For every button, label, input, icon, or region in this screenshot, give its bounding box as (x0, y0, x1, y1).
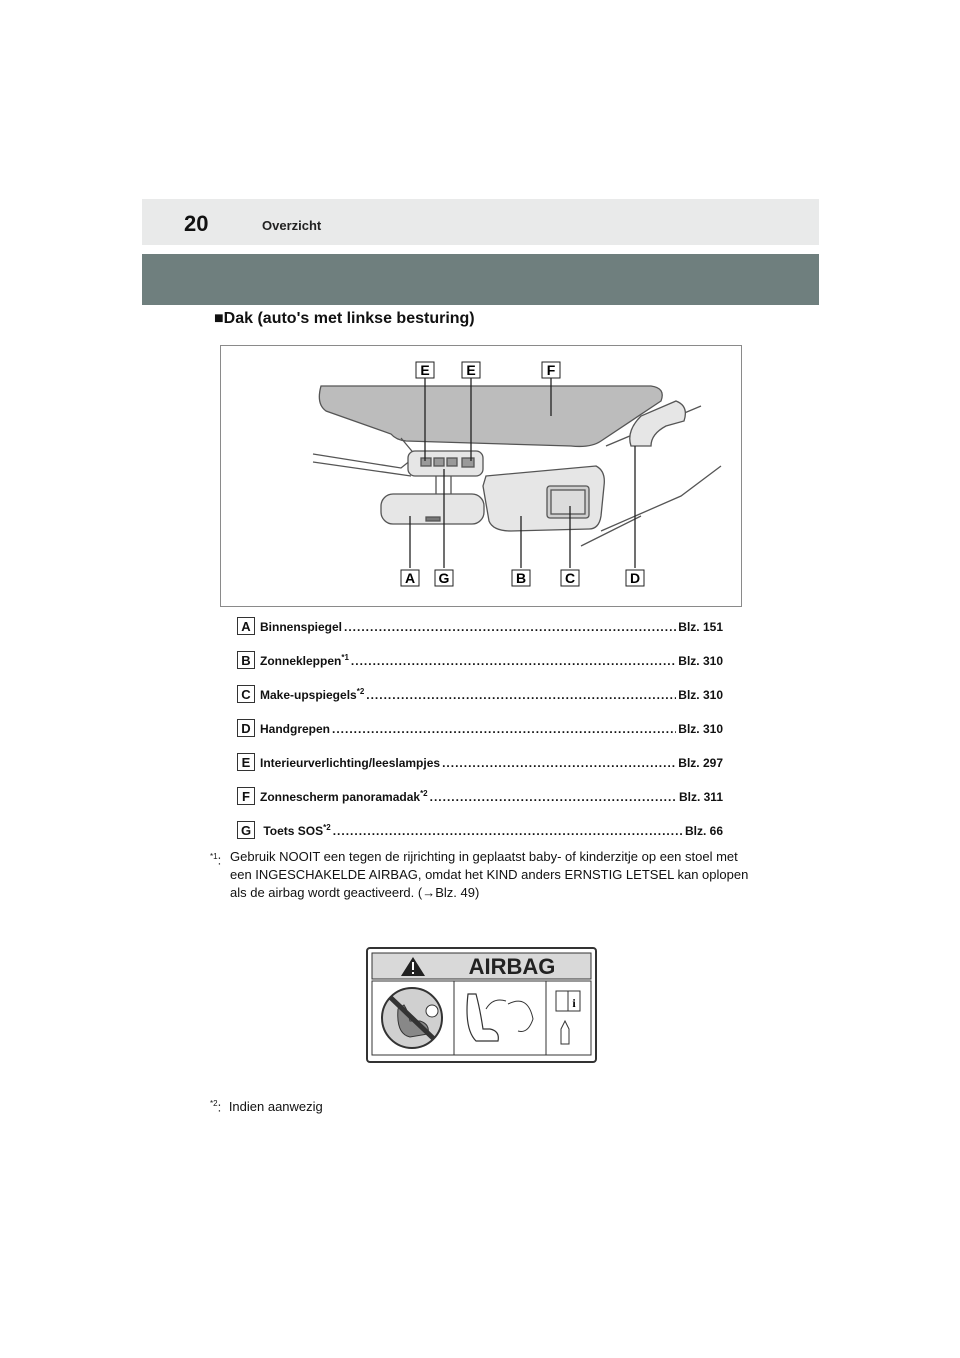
item-name: Binnenspiegel (260, 620, 343, 634)
item-name: Zonnekleppen$^{*1}$ (260, 653, 349, 668)
item-page-ref[interactable]: Blz. 297 (678, 756, 723, 770)
item-page-ref[interactable]: Blz. 310 (678, 722, 723, 736)
item-name: Handgrepen (260, 722, 331, 736)
list-item (237, 649, 723, 683)
item-letter: E (237, 753, 255, 771)
item-letter: C (237, 685, 255, 703)
page-number: 20 (184, 211, 209, 236)
roof-illustration (220, 345, 742, 607)
list-item (237, 717, 723, 751)
roof-drawing (221, 346, 741, 606)
callout-e1: E (420, 362, 430, 378)
footnote-mark: *2 (210, 1099, 218, 1108)
callout-b: B (515, 570, 527, 586)
item-letter: F (237, 787, 255, 805)
item-name: Interieurverlichting/leeslampjes (260, 756, 441, 770)
item-letter: B (237, 651, 255, 669)
footnote-2: $^{*2}$: Indien aanwezig (210, 1099, 323, 1115)
list-item (237, 751, 723, 785)
page-header (142, 199, 819, 245)
item-page-ref[interactable]: Blz. 311 (678, 790, 723, 804)
item-name: Zonnescherm panoramadak$^{*2}$ (260, 789, 428, 804)
callout-a: A (404, 570, 416, 586)
item-name: Toets SOS$^{*2}$ (260, 823, 331, 838)
list-item (237, 615, 723, 649)
airbag-warning-graphic (368, 949, 595, 1061)
footnote-text: Indien aanwezig (228, 1099, 323, 1115)
callout-c: C (564, 570, 576, 586)
list-item (237, 785, 723, 819)
callout-g: G (438, 570, 450, 586)
airbag-title: AIRBAG (468, 954, 556, 979)
item-page-ref[interactable]: Blz. 310 (678, 654, 723, 668)
section-title: Overzicht (262, 218, 322, 233)
item-name: Make-upspiegels$^{*2}$ (260, 687, 365, 702)
footnote-text: Gebruik NOOIT een tegen de rijrichting in geplaatst baby- of kinderzitje op een stoel met een INGESCHAKELDE AIRBAG, omdat het KIND anders ERNSTIG LETSEL kan oplopen als de airbag wordt geactiveerd. (→Blz. 49) (230, 849, 749, 900)
item-letter: D (237, 719, 255, 737)
item-page-ref[interactable]: Blz. 151 (678, 620, 723, 634)
footnote-1: $^{*1}$: Gebruik NOOIT een tegen de rijrichting in geplaatst baby- of kinderzitje op een stoel met een INGESCHAKELDE AIRBAG, omdat het KIND anders ERNSTIG LETSEL kan oplopen als de airbag wordt geactiveerd. (→Blz. 49) (210, 849, 749, 900)
svg-text:i: i (572, 996, 576, 1010)
item-letter: G (237, 821, 255, 839)
list-item (237, 683, 723, 717)
callout-d: D (629, 570, 641, 586)
header-band (142, 254, 819, 305)
component-list (237, 615, 723, 853)
item-page-ref[interactable]: Blz. 310 (678, 688, 723, 702)
section-heading: ■Dak (auto's met linkse besturing) (214, 310, 475, 327)
callout-e2: E (466, 362, 476, 378)
callout-f: F (546, 362, 556, 378)
item-page-ref[interactable]: Blz. 66 (684, 824, 723, 838)
airbag-warning-label (366, 947, 597, 1063)
footnote-mark: *1 (210, 852, 218, 861)
item-letter: A (237, 617, 255, 635)
